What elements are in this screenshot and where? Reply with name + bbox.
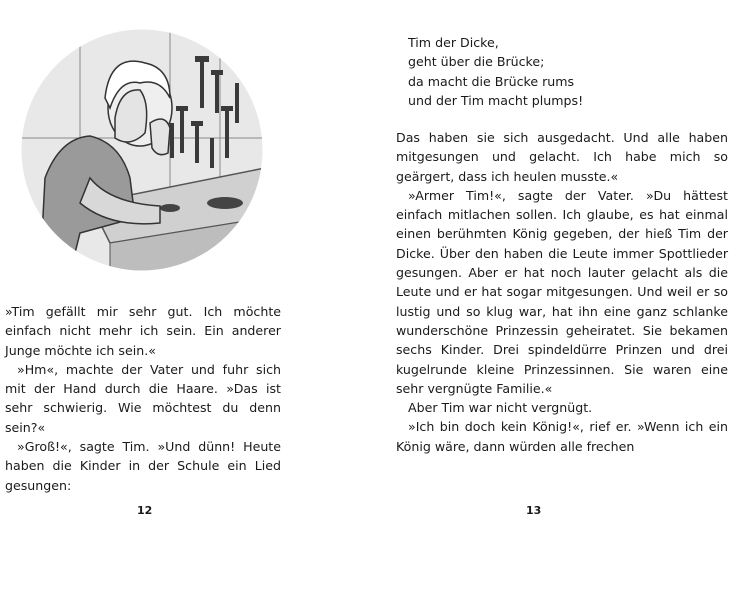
right-body-text: [396, 128, 728, 456]
left-page: [0, 0, 300, 590]
boy-at-workbench-illustration: [20, 28, 265, 273]
paragraph: »Armer Tim!«, sagte der Vater. »Du hättest einfach mitlachen sollen. Ich glaube, es hat einmal einen berühmten König gegeben, der hieß Tim der Dicke. Über den haben die Leute immer Spottlieder gesungen. Aber er hat noch lauter gelacht als die Leute und er hat sogar mitgesungen. Und weil er so lustig und so klug war, hat ihn eine ganz schlanke wunderschöne Prinzessin geheiratet. Sie bekamen sechs Kinder. Drei spindeldürre Prinzen und drei kugelrunde kleine Prinzessinnen. Sie waren eine sehr vergnügte Familie.«: [396, 187, 728, 396]
verse-line: geht über die Brücke;: [408, 54, 545, 70]
paragraph: »Groß!«, sagte Tim. »Und dünn! Heute haben die Kinder in der Schule ein Lied gesungen:: [5, 439, 281, 493]
paragraph: »Hm«, machte der Vater und fuhr sich mit der Hand durch die Haare. »Das ist sehr schwierig. Wie möchtest du denn sein?«: [5, 361, 281, 435]
verse-line: Tim der Dicke,: [408, 35, 499, 50]
song-verse: [408, 33, 583, 110]
paragraph: »Ich bin doch kein König!«, rief er. »Wenn ich ein König wäre, dann würden alle frechen: [396, 419, 728, 454]
verse-line: und der Tim macht plumps!: [408, 92, 584, 108]
paragraph: Das haben sie sich ausgedacht. Und alle haben mitgesungen und gelacht. Ich habe mich so geärgert, dass ich heulen musste.«: [396, 130, 728, 184]
page-number: 13: [526, 504, 542, 517]
paragraph: »Tim gefällt mir sehr gut. Ich möchte einfach nicht mehr ich sein. Ein anderer Junge möchte ich sein.«: [5, 304, 281, 358]
paragraph: Aber Tim war nicht vergnügt.: [408, 400, 593, 416]
page-number: 12: [137, 504, 153, 517]
verse-line: da macht die Brücke rums: [408, 73, 575, 89]
left-body-text: [5, 302, 281, 495]
right-page: [388, 0, 728, 590]
